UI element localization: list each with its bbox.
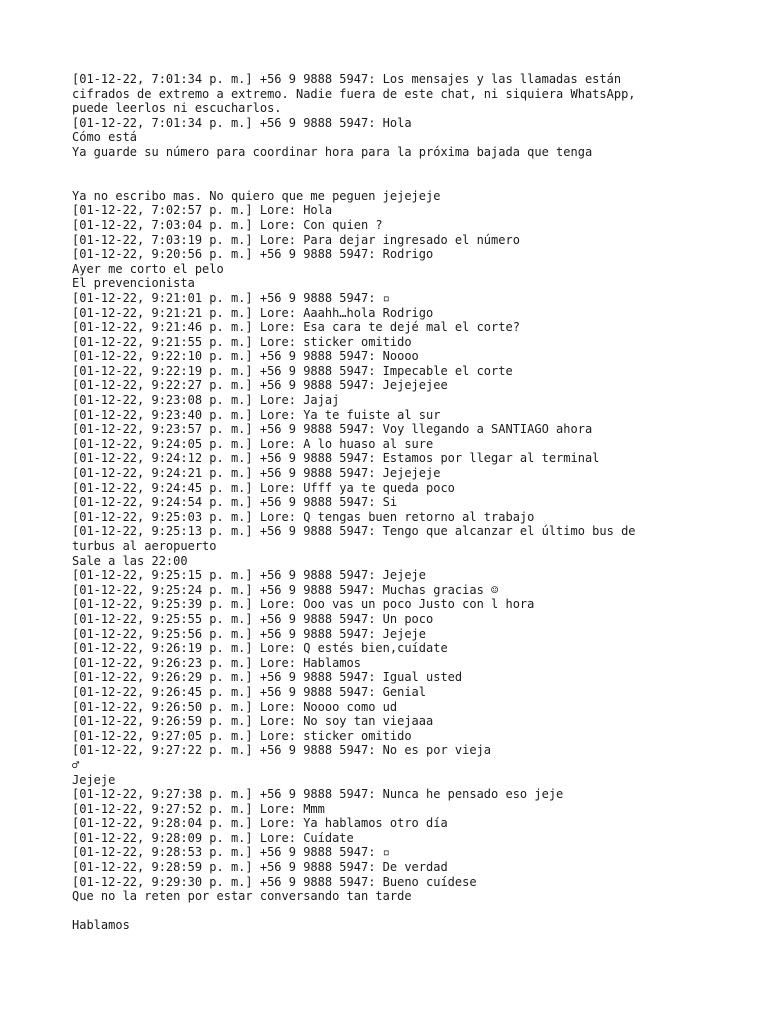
transcript-line: Cómo está bbox=[72, 130, 138, 145]
transcript-line: [01-12-22, 9:21:55 p. m.] Lore: sticker omitido bbox=[72, 334, 412, 349]
transcript-line: [01-12-22, 9:28:53 p. m.] +56 9 9888 5947: ▫ bbox=[72, 845, 390, 860]
transcript-line: [01-12-22, 9:23:40 p. m.] Lore: Ya te fuiste al sur bbox=[72, 407, 441, 422]
transcript-line: [01-12-22, 9:27:38 p. m.] +56 9 9888 5947: Nunca he pensado eso jeje bbox=[72, 787, 564, 802]
transcript-line: [01-12-22, 9:27:05 p. m.] Lore: sticker omitido bbox=[72, 728, 412, 743]
transcript-line: Sale a las 22:00 bbox=[72, 553, 188, 568]
transcript-line: [01-12-22, 9:24:21 p. m.] +56 9 9888 5947: Jejejeje bbox=[72, 466, 441, 481]
transcript-line: [01-12-22, 9:24:12 p. m.] +56 9 9888 5947: Estamos por llegar al terminal bbox=[72, 451, 600, 466]
transcript-line: [01-12-22, 9:25:15 p. m.] +56 9 9888 5947: Jejeje bbox=[72, 568, 427, 583]
transcript-line: [01-12-22, 9:26:45 p. m.] +56 9 9888 5947: Genial bbox=[72, 684, 427, 699]
transcript-line: turbus al aeropuerto bbox=[72, 539, 217, 553]
transcript-line: ♂ bbox=[72, 757, 80, 772]
blank-line bbox=[72, 904, 732, 919]
transcript-line: puede leerlos ni escucharlos. bbox=[72, 101, 282, 116]
chat-transcript bbox=[72, 72, 732, 933]
transcript-line: Jejeje bbox=[72, 772, 116, 787]
transcript-line: [01-12-22, 9:29:30 p. m.] +56 9 9888 5947: Bueno cuídese bbox=[72, 874, 477, 889]
transcript-line: [01-12-22, 9:21:21 p. m.] Lore: Aaahh…hola Rodrigo bbox=[72, 305, 434, 320]
transcript-line: [01-12-22, 9:25:55 p. m.] +56 9 9888 5947: Un poco bbox=[72, 611, 434, 626]
transcript-line: [01-12-22, 9:22:19 p. m.] +56 9 9888 5947: Impecable el corte bbox=[72, 363, 513, 378]
blank-line bbox=[72, 160, 732, 175]
transcript-line: [01-12-22, 9:24:45 p. m.] Lore: Ufff ya te queda poco bbox=[72, 480, 455, 495]
transcript-line: [01-12-22, 9:26:29 p. m.] +56 9 9888 5947: Igual usted bbox=[72, 670, 463, 685]
transcript-line: [01-12-22, 9:24:05 p. m.] Lore: A lo huaso al sure bbox=[72, 436, 434, 451]
transcript-line: [01-12-22, 9:26:23 p. m.] Lore: Hablamos bbox=[72, 655, 361, 670]
transcript-line: [01-12-22, 9:28:09 p. m.] Lore: Cuídate bbox=[72, 830, 354, 845]
transcript-line: [01-12-22, 9:20:56 p. m.] +56 9 9888 5947: Rodrigo bbox=[72, 247, 434, 262]
transcript-line: Que no la reten por estar conversando tan tarde bbox=[72, 889, 412, 904]
transcript-line: [01-12-22, 7:03:19 p. m.] Lore: Para dejar ingresado el número bbox=[72, 232, 520, 247]
transcript-line: [01-12-22, 9:23:57 p. m.] +56 9 9888 5947: Voy llegando a SANTIAGO ahora bbox=[72, 422, 593, 437]
transcript-line: [01-12-22, 9:25:56 p. m.] +56 9 9888 5947: Jejeje bbox=[72, 626, 427, 641]
transcript-line: [01-12-22, 9:24:54 p. m.] +56 9 9888 5947: Si bbox=[72, 495, 398, 510]
transcript-line: [01-12-22, 7:03:04 p. m.] Lore: Con quien ? bbox=[72, 217, 383, 232]
transcript-line: [01-12-22, 9:22:10 p. m.] +56 9 9888 5947: Noooo bbox=[72, 349, 419, 364]
transcript-line: [01-12-22, 7:01:34 p. m.] +56 9 9888 5947: Los mensajes y las llamadas están bbox=[72, 72, 622, 86]
transcript-line: [01-12-22, 9:25:39 p. m.] Lore: Ooo vas un poco Justo con l hora bbox=[72, 597, 535, 612]
transcript-line: [01-12-22, 9:27:52 p. m.] Lore: Mmm bbox=[72, 801, 325, 816]
transcript-line: Ya no escribo mas. No quiero que me peguen jejejeje bbox=[72, 188, 441, 203]
transcript-line: [01-12-22, 9:28:04 p. m.] Lore: Ya hablamos otro día bbox=[72, 816, 448, 831]
transcript-line: [01-12-22, 7:01:34 p. m.] +56 9 9888 5947: Hola bbox=[72, 115, 412, 130]
transcript-line: El prevencionista bbox=[72, 276, 195, 291]
transcript-line: cifrados de extremo a extremo. Nadie fuera de este chat, ni siquiera WhatsApp, bbox=[72, 86, 636, 101]
transcript-line: [01-12-22, 9:26:19 p. m.] Lore: Q estés bien,cuídate bbox=[72, 641, 448, 656]
transcript-line: Ayer me corto el pelo bbox=[72, 261, 224, 276]
transcript-line: [01-12-22, 9:21:46 p. m.] Lore: Esa cara te dejé mal el corte? bbox=[72, 320, 520, 335]
blank-line bbox=[72, 174, 732, 189]
transcript-line: Ya guarde su número para coordinar hora para la próxima bajada que tenga bbox=[72, 144, 593, 159]
transcript-line: Hablamos bbox=[72, 918, 130, 933]
transcript-line: [01-12-22, 9:26:50 p. m.] Lore: Noooo como ud bbox=[72, 699, 398, 714]
transcript-line: [01-12-22, 9:21:01 p. m.] +56 9 9888 5947: ▫ bbox=[72, 290, 390, 305]
transcript-line: [01-12-22, 7:02:57 p. m.] Lore: Hola bbox=[72, 203, 333, 218]
transcript-line: [01-12-22, 9:25:03 p. m.] Lore: Q tengas buen retorno al trabajo bbox=[72, 509, 535, 524]
transcript-line: [01-12-22, 9:25:13 p. m.] +56 9 9888 5947: Tengo que alcanzar el último bus de bbox=[72, 524, 636, 539]
transcript-line: [01-12-22, 9:27:22 p. m.] +56 9 9888 5947: No es por vieja bbox=[72, 743, 492, 758]
transcript-line: [01-12-22, 9:22:27 p. m.] +56 9 9888 5947: Jejejejee bbox=[72, 378, 448, 393]
transcript-line: [01-12-22, 9:25:24 p. m.] +56 9 9888 5947: Muchas gracias ☺ bbox=[72, 582, 499, 597]
transcript-line: [01-12-22, 9:26:59 p. m.] Lore: No soy tan viejaaa bbox=[72, 714, 434, 729]
transcript-line: [01-12-22, 9:23:08 p. m.] Lore: Jajaj bbox=[72, 393, 340, 408]
transcript-line: [01-12-22, 9:28:59 p. m.] +56 9 9888 5947: De verdad bbox=[72, 860, 448, 875]
